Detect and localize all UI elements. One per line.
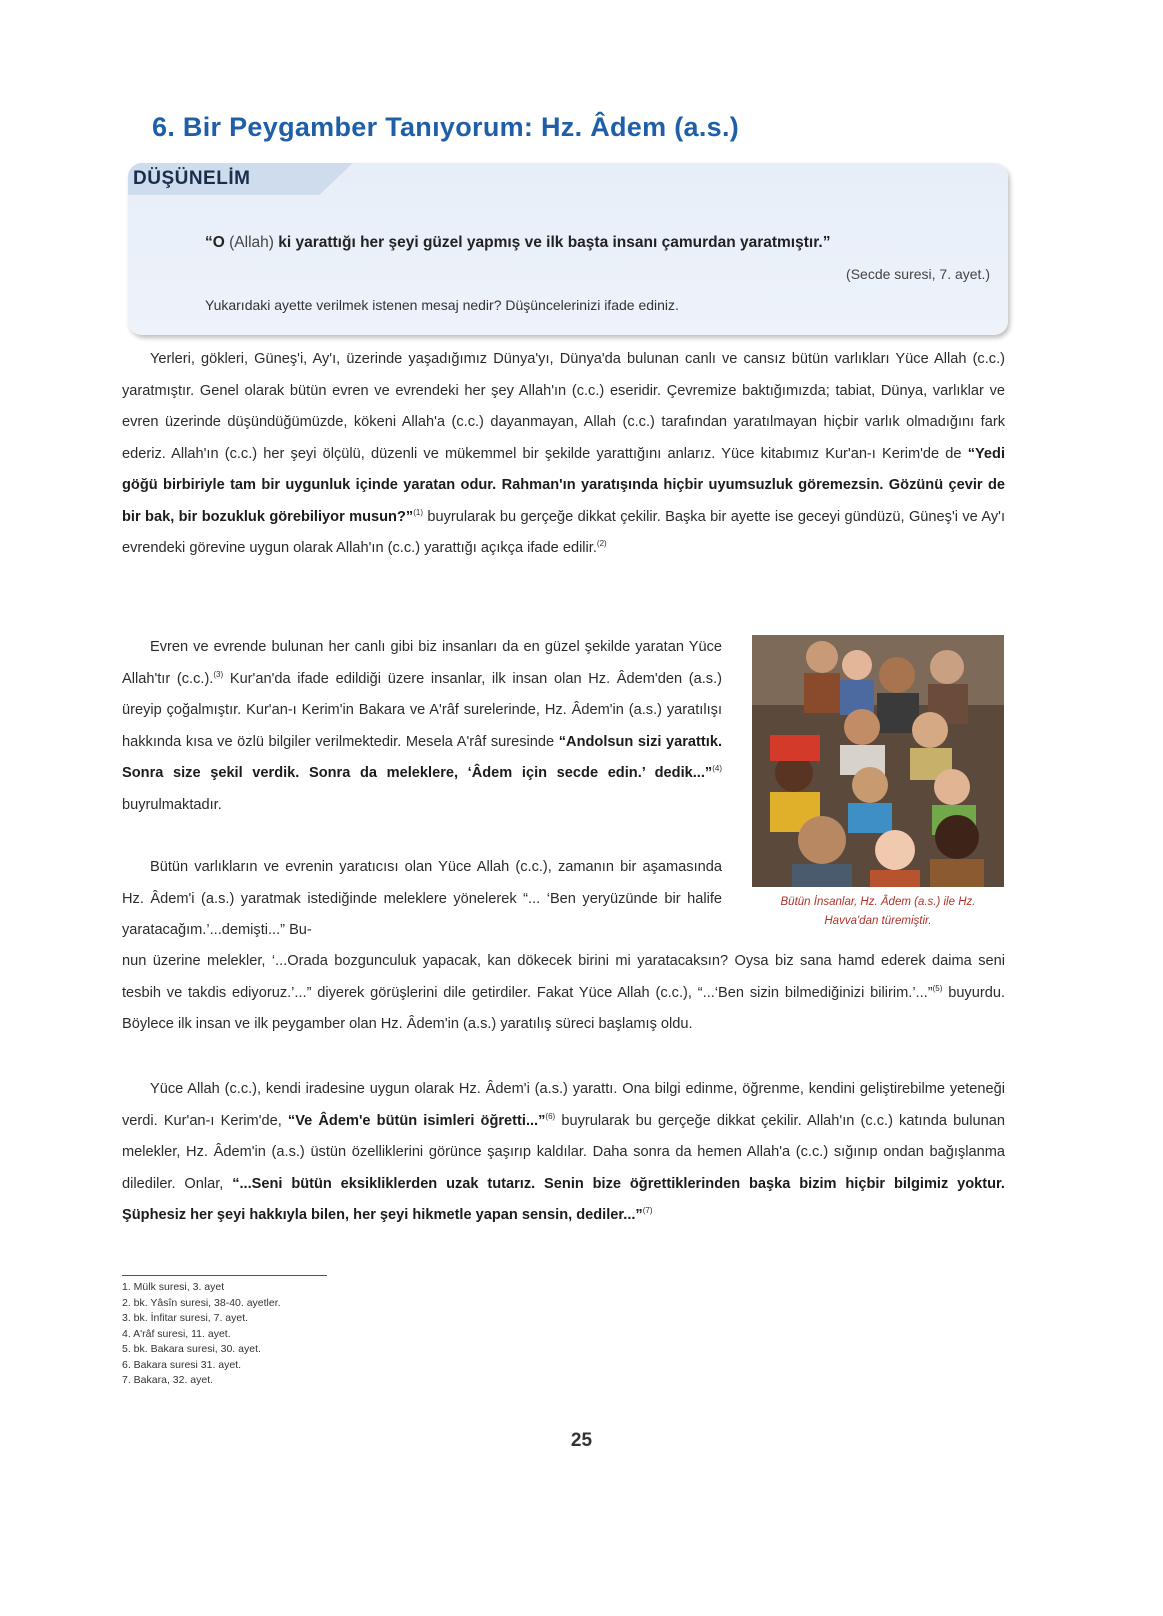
- paragraph-1: Yerleri, gökleri, Güneş'i, Ay'ı, üzerinde yaşadığımız Dünya'yı, Dünya'da bulunan canlı ve cansız bütün varlıkları Yüce Allah (c.c.) yaratmıştır. Genel olarak bütün evren ve evrendeki her şey Allah'ın (c.c.) eseridir. Çevremize baktığımızda; tabiat, Dünya, varlıklar ve evren üzerinde düşündüğümüzde, kökeni Allah'a (c.c.) dayanmayan, Allah (c.c.) tarafından yaratılmayan hiçbir varlık olmadığını fark ederiz. Allah'ın (c.c.) her şeyi ölçülü, düzenli ve mükemmel bir şekilde yarattığını anlarız. Yüce kitabımız Kur'an-ı Kerim'de de “Yedi göğü birbiriyle tam bir uygunluk içinde yaratan odur. Rahman'ın yaratışında hiçbir uyumsuzluk göremezsin. Gözünü çevir de bir bak, bir bozukluk görebiliyor musun?”$^{(1)}$ buyrularak bu gerçeğe dikkat çekilir. Başka bir ayette ise geceyi gündüzü, Güneş'i ve Ay'ı evrendeki görevine uygun olarak Allah'ın (c.c.) yarattığı açıkça ifade edilir.$^{(2)}$: [122, 351, 1005, 556]
- paragraph-3-end: nun üzerine melekler, ‘...Orada bozgunculuk yapacak, kan dökecek birini mi yaratacaksın? Oysa biz sana hamd ederek daima seni tesbih ve takdis ediyoruz.’...” diyerek görüşlerini dile getirdiler. Fakat Yüce Allah (c.c.), “...‘Ben sizin bilmediğinizi bilirim.’...”$^{(5)}$ buyurdu. Böylece ilk insan ve ilk peygamber olan Hz. Âdem'in (a.s.) yaratılış süreci başlamış oldu.: [122, 953, 1005, 1032]
- footnotes: [122, 1280, 281, 1389]
- reflection-label: DÜŞÜNELİM: [133, 168, 251, 189]
- page-title: 6. Bir Peygamber Tanıyorum: Hz. Âdem (a.s.): [152, 112, 740, 142]
- people-illustration: [752, 635, 1004, 887]
- footnote: 5. bk. Bakara suresi, 30. ayet.: [122, 1343, 261, 1355]
- footnote: 2. bk. Yâsîn suresi, 38-40. ayetler.: [122, 1296, 281, 1309]
- footnote: 7. Bakara, 32. ayet.: [122, 1374, 214, 1386]
- reflection-question: Yukarıdaki ayette verilmek istenen mesaj nedir? Düşüncelerinizi ifade ediniz.: [205, 297, 679, 313]
- verse-reference: (Secde suresi, 7. ayet.): [846, 266, 990, 282]
- footnote: 3. bk. İnfitar suresi, 7. ayet.: [122, 1312, 249, 1324]
- footnote: 1. Mülk suresi, 3. ayet: [122, 1281, 225, 1293]
- people-photo: [752, 635, 1004, 887]
- footnote: 6. Bakara suresi 31. ayet.: [122, 1358, 242, 1371]
- paragraph-4: Yüce Allah (c.c.), kendi iradesine uygun olarak Hz. Âdem'i (a.s.) yarattı. Ona bilgi edinme, öğrenme, kendini geliştirebilme yeteneği verdi. Kur'an-ı Kerim'de, “Ve Âdem'e bütün isimleri öğretti...”$^{(6)}$ buyrularak bu gerçeğe dikkat çekilir. Allah'ın (c.c.) katında bulunan melekler, Hz. Âdem'in (a.s.) üstün özelliklerini görünce şaşırıp kaldılar. Daha sonra da hemen Allah'a (c.c.) sığınıp ondan bağışlanma dilediler. Onlar, “...Seni bütün eksikliklerden uzak tutarız. Senin bize öğrettiklerinden başka bizim hiçbir bilgimiz yoktur. Şüphesiz her şeyi hakkıyla bilen, her şeyi hikmetle yapan sensin, dediler...”$^{(7)}$: [122, 1081, 1006, 1223]
- photo-caption: Bütün İnsanlar, Hz. Âdem (a.s.) ile Hz. Havva'dan türemiştir.: [780, 896, 976, 927]
- verse-quote: “O (Allah) ki yarattığı her şeyi güzel yapmış ve ilk başta insanı çamurdan yaratmıştır.”: [205, 234, 831, 251]
- paragraph-2: Evren ve evrende bulunan her canlı gibi biz insanları da en güzel şekilde yaratan Yüce Allah'tır (c.c.).$^{(3)}$ Kur'an'da ifade edildiği üzere insanlar, ilk insan olan Hz. Âdem'den (a.s.) üreyip çoğalmıştır. Kur'an-ı Kerim'in Bakara ve A'râf surelerinde, Hz. Âdem'in (a.s.) yaratılışı hakkında kısa ve özlü bilgiler verilmektedir. Mesela A'râf suresinde “Andolsun sizi yarattık. Sonra size şekil verdik. Sonra da meleklere, ‘Âdem için secde edin.’ dedik...”$^{(4)}$ buyrulmaktadır.: [122, 639, 722, 813]
- footnote-divider: [122, 1275, 327, 1276]
- paragraph-3-start: Bütün varlıkların ve evrenin yaratıcısı olan Yüce Allah (c.c.), zamanın bir aşamasında Hz. Âdem'i (a.s.) yaratmak istediğinde meleklere yönelerek “... ‘Ben yeryüzünde bir halife yaratacağım.’...demişti...” Bu-: [122, 859, 722, 938]
- footnote: 4. A'râf suresi, 11. ayet.: [122, 1327, 231, 1340]
- page-number: 25: [570, 1430, 593, 1451]
